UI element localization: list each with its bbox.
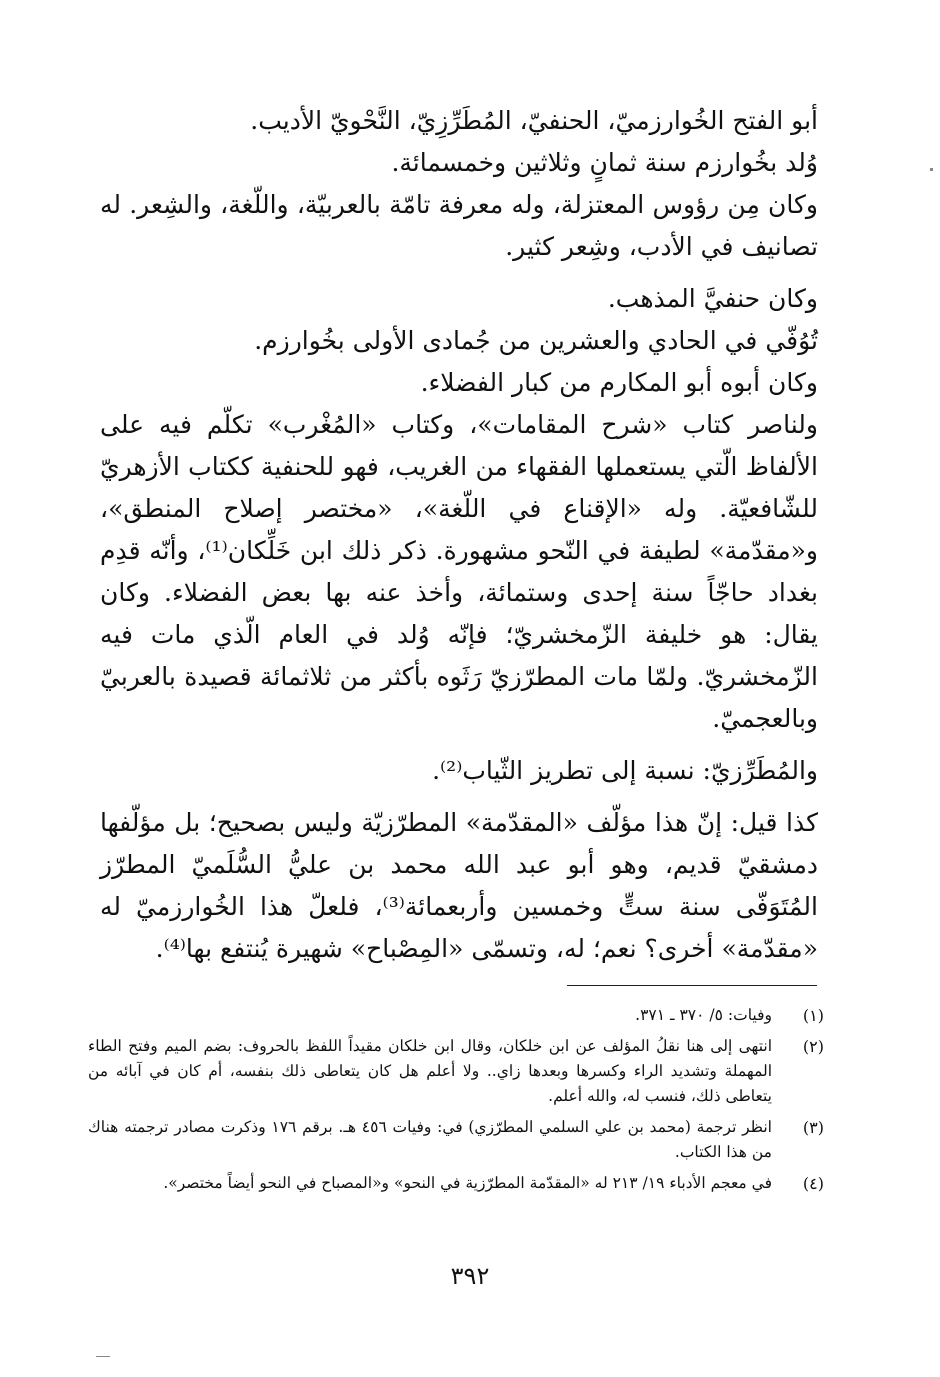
footnote-number: (١) — [802, 1006, 824, 1025]
main-text — [100, 100, 818, 970]
scan-mark — [96, 1356, 110, 1357]
footnote — [88, 1003, 824, 1028]
footnote — [88, 1115, 824, 1165]
paragraph-2: وُلد بخُوارزم سنة ثمانٍ وثلاثين وخمسمائة. — [391, 148, 818, 177]
paragraph-8: والمُطَرِّزيّ: نسبة إلى تطريز الثّياب⁽²⁾. — [432, 756, 818, 785]
paragraph-5: تُوُفّي في الحادي والعشرين من جُمادى الأولى بخُوارزم. — [254, 326, 818, 355]
paragraph-3: وكان مِن رؤوس المعتزلة، وله معرفة تامّة بالعربيّة، واللّغة، والشِعر. له تصانيف في الأدب، وشِعر كثير. — [100, 190, 818, 261]
footnote-text: انتهى إلى هنا نقلُ المؤلف عن ابن خلكان، وقال ابن خلكان مقيداً اللفظ بالحروف: بضم الميم وفتح الطاء المهملة وتشديد الراء وكسرها وبعدها زاي.. ولا أعلم هل كان يتعاطى ذلك بنفسه، أم كان في آبائه من يتعاطى ذلك، فنسب له، والله أعلم. — [88, 1037, 772, 1105]
footnote-text: في معجم الأدباء ١٩/ ٢١٣ له «المقدّمة المطرّزية في النحو» و«المصباح في النحو أيضاً مختصر». — [163, 1174, 772, 1192]
footnote-number: (٤) — [802, 1174, 824, 1193]
paragraph-6: وكان أبوه أبو المكارم من كبار الفضلاء. — [420, 368, 818, 397]
footnote — [88, 1034, 824, 1109]
footnotes — [88, 1003, 824, 1202]
paragraph-4: وكان حنفيَّ المذهب. — [607, 284, 818, 313]
footnote-text: وفيات: ٥/ ٣٧٠ ـ ٣٧١. — [635, 1006, 772, 1024]
scan-mark — [930, 168, 933, 171]
footnote — [88, 1171, 824, 1196]
paragraph-7: ولناصر كتاب «شرح المقامات»، وكتاب «المُغْرب» تكلّم فيه على الألفاظ الّتي يستعملها الفقهاء من الغريب، فهو للحنفية ككتاب الأزهريّ للشّافعيّة. وله «الإقناع في اللّغة»، «مختصر إصلاح المنطق»، و«مقدّمة» لطيفة في النّحو مشهورة. ذكر ذلك ابن خَلِّكان⁽¹⁾، وأنّه قدِم بغداد حاجّاً سنة إحدى وستمائة، وأخذ عنه بها بعض الفضلاء. وكان يقال: هو خليفة الزّمخشريّ؛ فإنّه وُلد في العام الّذي مات فيه الزّمخشريّ. ولمّا مات المطرّزيّ رَثَوه بأكثر من ثلاثمائة قصيدة بالعربيّ وبالعجميّ. — [100, 410, 818, 733]
footnote-number: (٣) — [802, 1118, 824, 1137]
paragraph-1: أبو الفتح الخُوارزميّ، الحنفيّ، المُطَرِّزِيّ، النَّحْويّ الأديب. — [250, 106, 818, 135]
footnote-number: (٢) — [802, 1037, 824, 1056]
footnote-separator — [567, 985, 817, 986]
page-number: ٣٩٢ — [450, 1262, 490, 1290]
footnote-text: انظر ترجمة (محمد بن علي السلمي المطرّزي) في: وفيات ٤٥٦ هـ. برقم ١٧٦ وذكرت مصادر ترجمته هناك من هذا الكتاب. — [88, 1118, 772, 1161]
paragraph-9: كذا قيل: إنّ هذا مؤلّف «المقدّمة» المطرّزيّة وليس بصحيح؛ بل مؤلّفها دمشقيّ قديم، وهو أبو عبد الله محمد بن عليُّ السُّلَميّ المطرّز المُتَوَفّى سنة ستٍّ وخمسين وأربعمائة⁽³⁾، فلعلّ هذا الخُوارزميّ له «مقدّمة» أخرى؟ نعم؛ له، وتسمّى «المِصْباح» شهيرة يُنتفع بها⁽⁴⁾. — [100, 808, 818, 963]
